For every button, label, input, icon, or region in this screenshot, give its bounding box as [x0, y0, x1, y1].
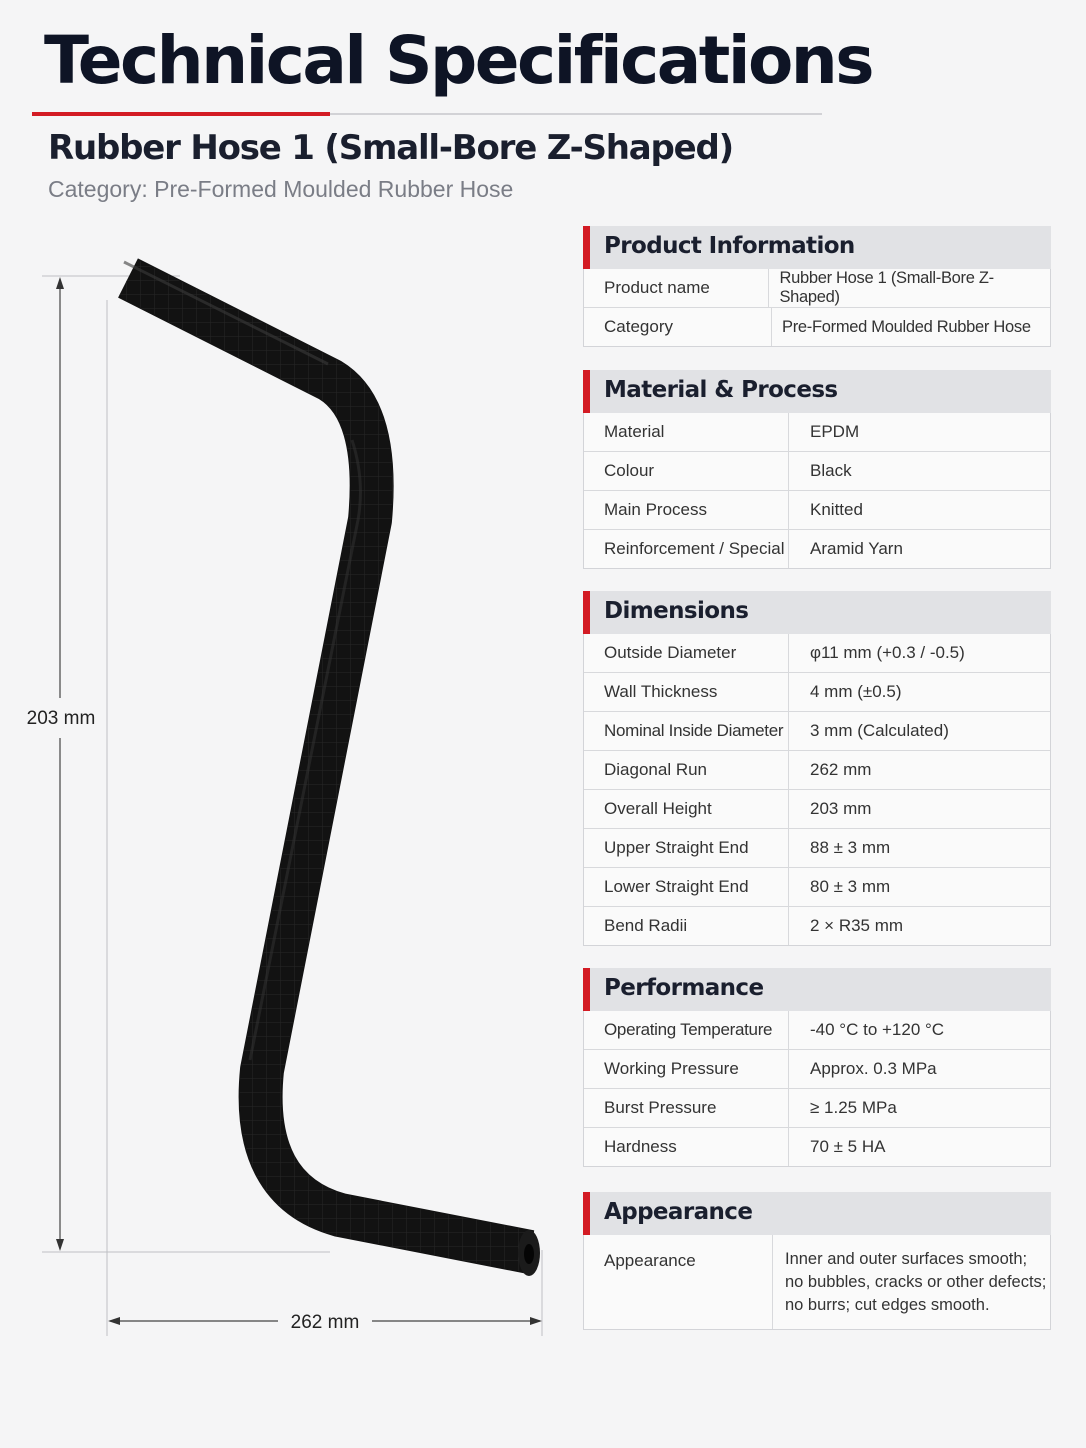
section-performance — [583, 968, 1051, 1167]
z-shaped-hose — [124, 262, 540, 1276]
row-label: Outside Diameter — [584, 634, 789, 672]
row-label: Nominal Inside Diameter — [584, 712, 789, 750]
section-header: Material & Process — [583, 370, 1051, 413]
row-label: Product name — [584, 269, 769, 307]
section-header: Appearance — [583, 1192, 1051, 1235]
table-row — [584, 672, 1050, 711]
height-dimension-label: 203 mm — [26, 708, 96, 729]
row-value: Aramid Yarn — [810, 539, 903, 558]
section-appearance — [583, 1192, 1051, 1330]
row-label: Upper Straight End — [584, 829, 789, 867]
section-material-process — [583, 370, 1051, 569]
row-value: Pre-Formed Moulded Rubber Hose — [782, 317, 1031, 336]
table-row — [584, 1011, 1050, 1049]
table-row — [584, 634, 1050, 672]
row-value: 262 mm — [810, 760, 872, 779]
height-dimension — [56, 277, 64, 1251]
row-value: -40 °C to +120 °C — [810, 1020, 945, 1039]
table-row — [584, 711, 1050, 750]
table-row — [584, 1049, 1050, 1088]
table-row — [584, 529, 1050, 568]
table-row — [584, 1127, 1050, 1166]
row-value: 4 mm (±0.5) — [810, 682, 902, 701]
table-row — [584, 789, 1050, 828]
section-header: Dimensions — [583, 591, 1051, 634]
row-label: Reinforcement / Special — [584, 530, 789, 568]
row-label: Burst Pressure — [584, 1089, 789, 1127]
row-value: EPDM — [810, 422, 860, 441]
row-label: Main Process — [584, 491, 789, 529]
row-value: Approx. 0.3 MPa — [810, 1059, 937, 1078]
row-value: 88 ± 3 mm — [810, 838, 891, 857]
row-value: 70 ± 5 HA — [810, 1137, 886, 1156]
title-accent-bar — [32, 112, 330, 116]
row-label: Category — [584, 308, 772, 346]
row-label: Material — [584, 413, 789, 451]
product-subtitle: Rubber Hose 1 (Small-Bore Z-Shaped) — [48, 128, 733, 168]
section-dimensions — [583, 591, 1051, 946]
table-row — [584, 828, 1050, 867]
row-label: Operating Temperature — [584, 1011, 789, 1049]
row-value: 3 mm (Calculated) — [810, 721, 949, 740]
table-row — [584, 413, 1050, 451]
section-header: Product Information — [583, 226, 1051, 269]
hose-drawing — [0, 230, 580, 1350]
table-row — [584, 867, 1050, 906]
row-label: Appearance — [584, 1235, 773, 1329]
row-value: 80 ± 3 mm — [810, 877, 891, 896]
table-row — [584, 451, 1050, 490]
table-row — [584, 307, 1050, 346]
page-title: Technical Specifications — [44, 22, 873, 99]
row-label: Bend Radii — [584, 907, 789, 945]
section-product-information — [583, 226, 1051, 347]
row-label: Hardness — [584, 1128, 789, 1166]
row-value: Knitted — [810, 500, 863, 519]
row-label: Diagonal Run — [584, 751, 789, 789]
table-row — [584, 906, 1050, 945]
row-value: Black — [810, 461, 852, 480]
row-value: Inner and outer surfaces smooth; no bubbles, cracks or other defects; no burrs; cut edges smooth. — [785, 1250, 1047, 1314]
row-value: ≥ 1.25 MPa — [810, 1098, 897, 1117]
row-label: Working Pressure — [584, 1050, 789, 1088]
section-header: Performance — [583, 968, 1051, 1011]
row-value: φ11 mm (+0.3 / -0.5) — [810, 643, 965, 662]
table-row — [584, 750, 1050, 789]
row-label: Colour — [584, 452, 789, 490]
table-row — [584, 1088, 1050, 1127]
row-label: Lower Straight End — [584, 868, 789, 906]
product-category-line: Category: Pre-Formed Moulded Rubber Hose — [48, 176, 514, 202]
row-label: Overall Height — [584, 790, 789, 828]
table-row — [584, 269, 1050, 307]
row-value: 203 mm — [810, 799, 872, 818]
row-label: Wall Thickness — [584, 673, 789, 711]
row-value: 2 × R35 mm — [810, 916, 904, 935]
table-row — [584, 490, 1050, 529]
table-row — [584, 1235, 1050, 1329]
width-dimension-label: 262 mm — [290, 1312, 360, 1333]
row-value: Rubber Hose 1 (Small-Bore Z-Shaped) — [779, 269, 994, 306]
